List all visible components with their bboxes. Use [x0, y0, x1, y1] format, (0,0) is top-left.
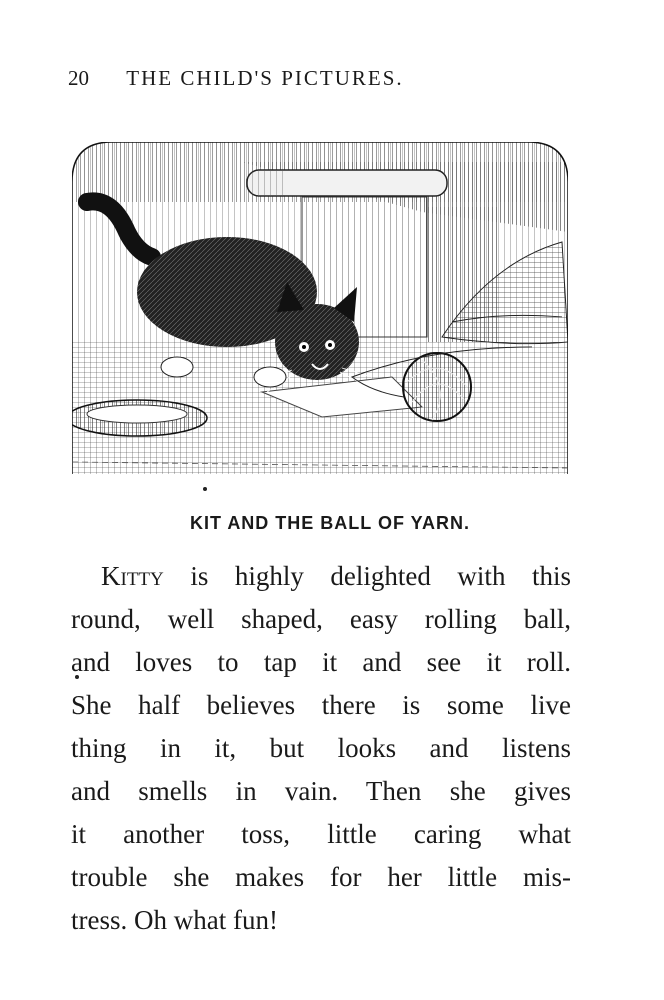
text-line: trouble she makes for her little mis-	[71, 862, 571, 892]
ink-speck	[203, 487, 207, 491]
text-line-content: is highly delighted with this	[163, 561, 571, 591]
opening-word: Kitty	[101, 561, 164, 591]
kitten-engraving-illustration	[72, 142, 568, 474]
paragraph	[71, 555, 571, 942]
running-title: THE CHILD'S PICTURES.	[126, 66, 404, 90]
text-line: and smells in vain. Then she gives	[71, 776, 571, 806]
text-line: and loves to tap it and see it roll.	[71, 647, 571, 677]
text-line: She half believes there is some live	[71, 690, 571, 720]
text-line: it another toss, little caring what	[71, 819, 571, 849]
illustration-caption: KIT AND THE BALL OF YARN.	[189, 513, 470, 533]
text-line: thing in it, but looks and listens	[71, 733, 571, 763]
text-line: round, well shaped, easy rolling ball,	[71, 604, 571, 634]
page-number: 20	[68, 66, 89, 90]
text-line: tress. Oh what fun!	[71, 905, 278, 935]
running-head	[68, 66, 568, 91]
text-line	[71, 555, 571, 598]
